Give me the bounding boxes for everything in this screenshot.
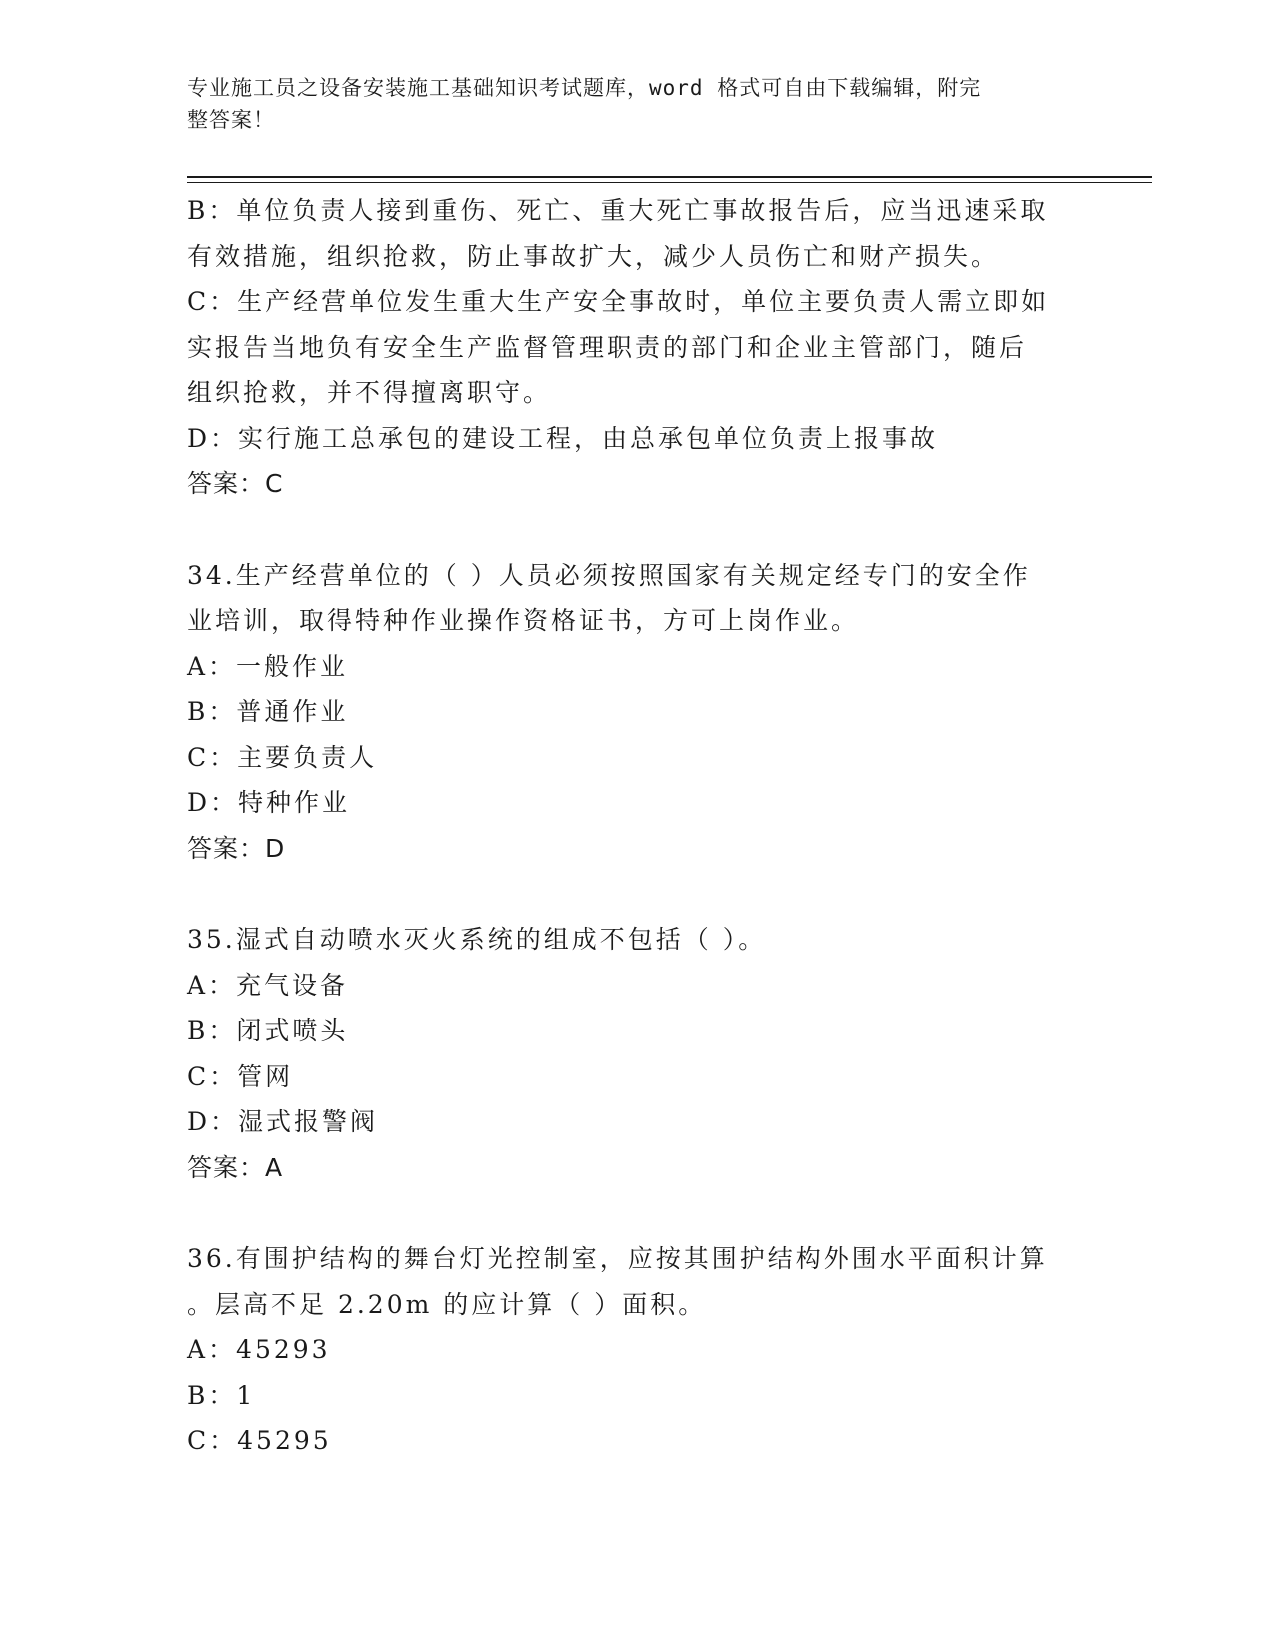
question-33 bbox=[187, 188, 1087, 507]
q33-option-c-line-2: 实报告当地负有安全生产监督管理职责的部门和企业主管部门，随后 bbox=[187, 332, 1028, 362]
question-36 bbox=[187, 1236, 1087, 1464]
question-34 bbox=[187, 553, 1087, 872]
q34-option-c: C：主要负责人 bbox=[187, 742, 378, 772]
q35-option-b: B：闭式喷头 bbox=[187, 1016, 349, 1045]
header-title-line-2: 整答案！ bbox=[187, 108, 275, 132]
q34-option-b: B：普通作业 bbox=[187, 697, 349, 726]
q33-option-b-line-2: 有效措施，组织抢救，防止事故扩大，减少人员伤亡和财产损失。 bbox=[187, 241, 1000, 271]
q35-option-c: C：管网 bbox=[187, 1061, 294, 1091]
q33-option-c-line-3: 组织抢救，并不得擅离职守。 bbox=[187, 378, 552, 407]
q34-stem-line-1: 34.生产经营单位的（ ）人员必须按照国家有关规定经专门的安全作 bbox=[187, 560, 1031, 590]
q35-option-d: D：湿式报警阀 bbox=[187, 1107, 379, 1136]
q33-option-c-line-1: C：生产经营单位发生重大生产安全事故时，单位主要负责人需立即如 bbox=[187, 287, 1050, 316]
header-title-line-1: 专业施工员之设备安装施工基础知识考试题库，word 格式可自由下载编辑，附完 bbox=[187, 76, 982, 100]
q36-option-c: C：45295 bbox=[187, 1426, 332, 1455]
question-spacer bbox=[187, 871, 1087, 917]
q36-option-b: B：1 bbox=[187, 1380, 256, 1410]
header-divider-thin bbox=[187, 182, 1152, 183]
q35-option-a: A：充气设备 bbox=[187, 970, 349, 1000]
q33-option-d: D：实行施工总承包的建设工程，由总承包单位负责上报事故 bbox=[187, 423, 939, 453]
q36-option-a: A：45293 bbox=[187, 1335, 331, 1364]
document-body bbox=[187, 188, 1087, 1464]
question-spacer bbox=[187, 1190, 1087, 1236]
q36-stem-line-2: 。层高不足 2.20m 的应计算（ ）面积。 bbox=[187, 1289, 707, 1319]
q34-option-d: D：特种作业 bbox=[187, 788, 351, 817]
q34-stem-line-2: 业培训，取得特种作业操作资格证书，方可上岗作业。 bbox=[187, 606, 860, 635]
q34-option-a: A：一般作业 bbox=[187, 651, 349, 681]
question-35 bbox=[187, 917, 1087, 1190]
q35-stem: 35.湿式自动喷水灭火系统的组成不包括（ ）。 bbox=[187, 925, 767, 954]
q33-answer: 答案：C bbox=[187, 469, 284, 498]
header-divider-thick bbox=[187, 176, 1152, 178]
q35-answer: 答案：A bbox=[187, 1152, 284, 1182]
q34-answer: 答案：D bbox=[187, 833, 286, 863]
q36-stem-line-1: 36.有围护结构的舞台灯光控制室，应按其围护结构外围水平面积计算 bbox=[187, 1244, 1048, 1273]
page-header bbox=[187, 72, 1067, 136]
q33-option-b-line-1: B：单位负责人接到重伤、死亡、重大死亡事故报告后，应当迅速采取 bbox=[187, 196, 1049, 225]
question-spacer bbox=[187, 507, 1087, 553]
